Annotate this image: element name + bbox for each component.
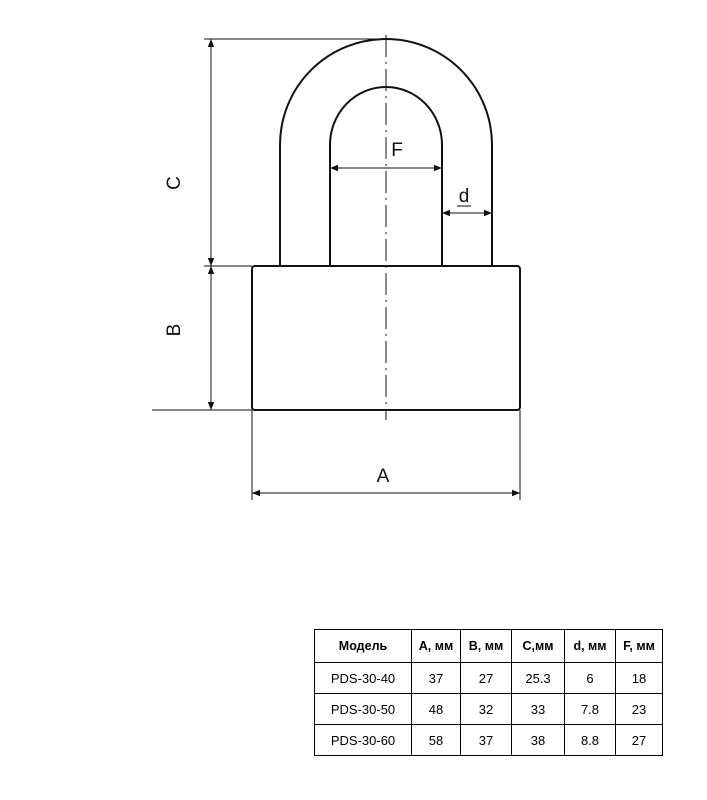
cell-f: 27: [616, 725, 663, 756]
cell-model: PDS-30-40: [315, 663, 412, 694]
column-header-model: Модель: [315, 630, 412, 663]
dimension-f-label: F: [391, 140, 403, 161]
table-header-row: [315, 630, 663, 663]
column-header-d: d, мм: [565, 630, 616, 663]
cell-a: 48: [412, 694, 461, 725]
cell-model: PDS-30-50: [315, 694, 412, 725]
cell-model: PDS-30-60: [315, 725, 412, 756]
cell-a: 37: [412, 663, 461, 694]
cell-c: 38: [512, 725, 565, 756]
dimensions-table: [314, 629, 663, 756]
column-header-c: C,мм: [512, 630, 565, 663]
dimension-a-label: A: [376, 466, 390, 487]
cell-c: 33: [512, 694, 565, 725]
cell-d: 6: [565, 663, 616, 694]
cell-b: 32: [461, 694, 512, 725]
table-row: [315, 725, 663, 756]
column-header-f: F, мм: [616, 630, 663, 663]
cell-f: 23: [616, 694, 663, 725]
cell-d: 7.8: [565, 694, 616, 725]
cell-d: 8.8: [565, 725, 616, 756]
cell-b: 37: [461, 725, 512, 756]
table-row: [315, 663, 663, 694]
column-header-b: B, мм: [461, 630, 512, 663]
dimension-b-label: B: [164, 323, 185, 337]
table-row: [315, 694, 663, 725]
column-header-a: A, мм: [412, 630, 461, 663]
dimension-c-label: C: [164, 176, 185, 190]
cell-f: 18: [616, 663, 663, 694]
cell-b: 27: [461, 663, 512, 694]
cell-c: 25.3: [512, 663, 565, 694]
cell-a: 58: [412, 725, 461, 756]
dimension-d-label: d: [458, 186, 470, 207]
